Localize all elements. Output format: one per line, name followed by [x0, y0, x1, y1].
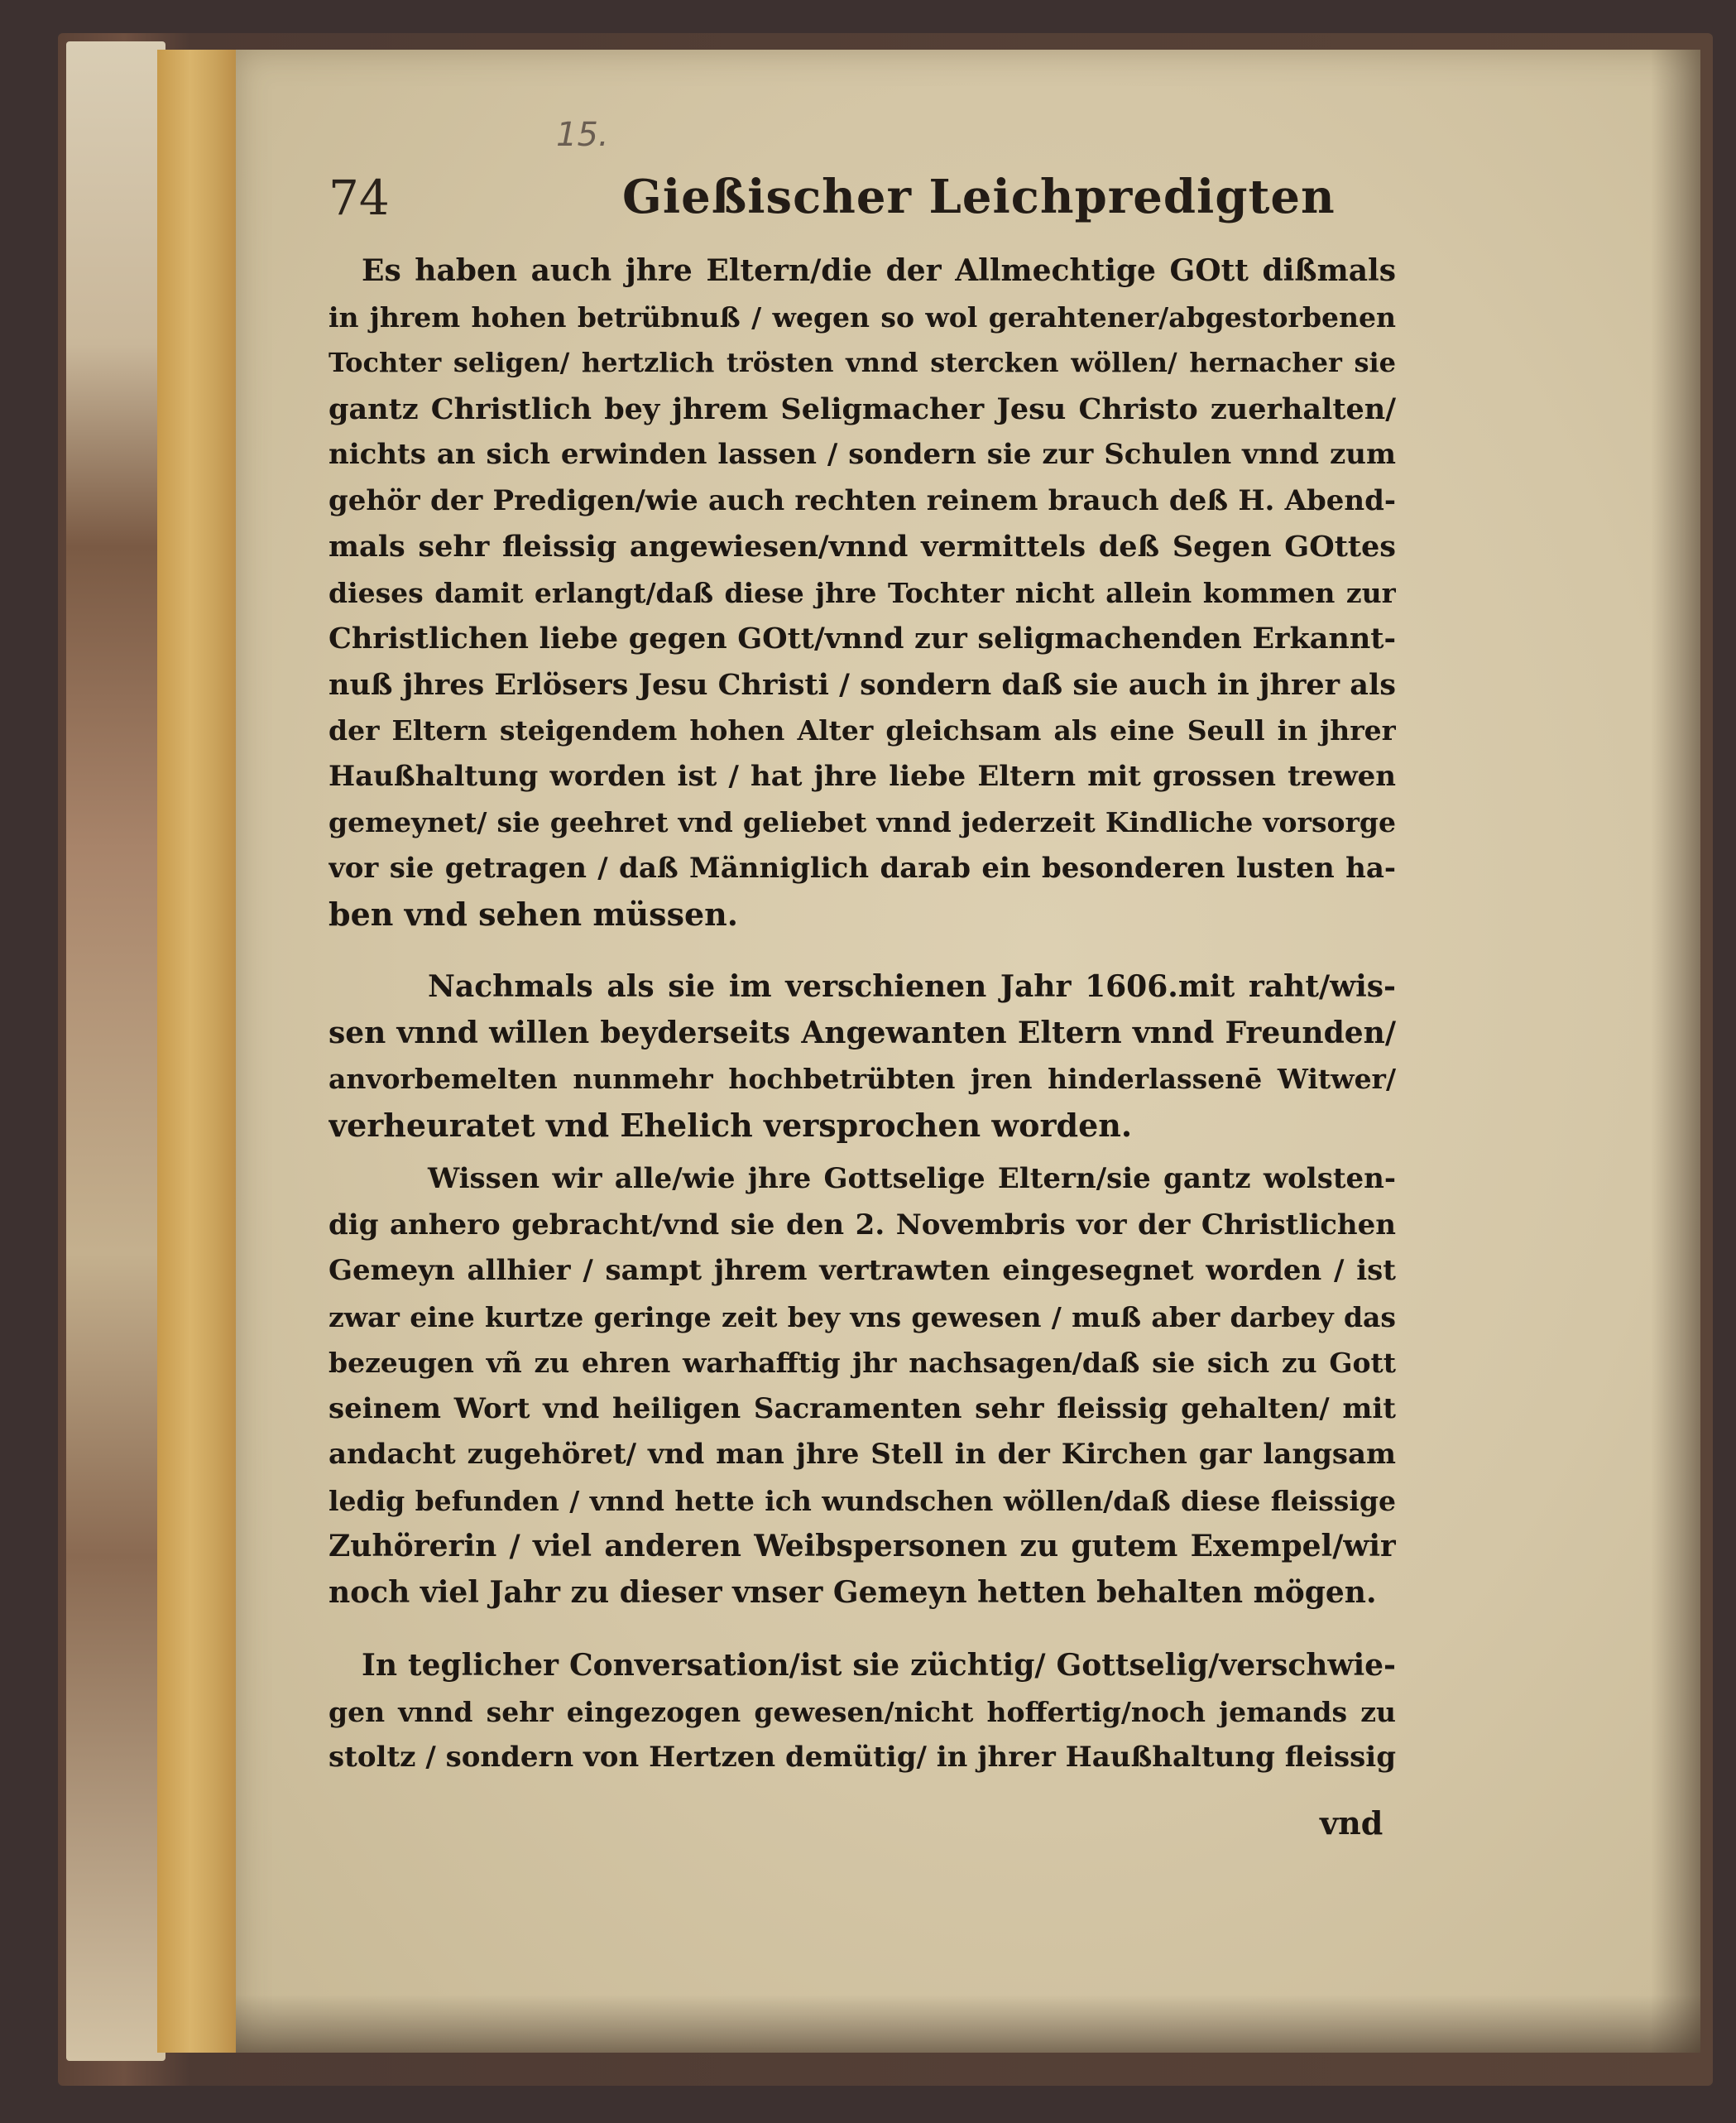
- paragraph-1: [328, 248, 1396, 938]
- text-line: stoltz / sondern von Hertzen demütig/ in jhrer Haußhaltung fleissig: [328, 1741, 1396, 1774]
- text-line: gen vnnd sehr eingezogen gewesen/nicht hoffertig/noch jemands zu: [328, 1695, 1396, 1728]
- text-line: gemeynet/ sie geehret vnd geliebet vnnd jederzeit Kindliche vorsorge: [328, 806, 1396, 838]
- text-line: bezeugen vñ zu ehren warhafftig jhr nachsagen/daß sie sich zu Gott: [328, 1347, 1396, 1379]
- marbled-cover-edge: [66, 41, 165, 2061]
- text-line: gantz Christlich bey jhrem Seligmacher Jesu Christo zuerhalten/: [328, 391, 1396, 426]
- page-bottom-shadow: [236, 1995, 1700, 2053]
- text-line: anvorbemelten nunmehr hochbetrübten jren hinderlassenē Witwer/: [328, 1063, 1396, 1095]
- text-line: Wissen wir alle/wie jhre Gottselige Eltern/sie gantz wolsten-: [428, 1162, 1396, 1195]
- text-line: verheuratet vnd Ehelich versprochen worden.: [328, 1106, 1133, 1144]
- running-head: Gießischer Leichpredigten: [622, 170, 1336, 224]
- text-line: dig anhero gebracht/vnd sie den 2. Novembris vor der Christlichen: [328, 1208, 1396, 1242]
- text-line: vor sie getragen / daß Männiglich darab ein besonderen lusten ha-: [328, 851, 1396, 885]
- text-line: dieses damit erlangt/daß diese jhre Tochter nicht allein kommen zur: [328, 576, 1396, 609]
- text-line: nuß jhres Erlösers Jesu Christi / sondern daß sie auch in jhrer als: [328, 667, 1396, 702]
- text-line: ben vnd sehen müssen.: [328, 896, 739, 933]
- pencil-annotation: 15.: [556, 116, 609, 154]
- text-line: gehör der Predigen/wie auch rechten reinem brauch deß H. Abend-: [328, 483, 1396, 517]
- page-gutter-shadow: [1651, 50, 1700, 2053]
- text-line: Gemeyn allhier / sampt jhrem vertrawten eingesegnet worden / ist: [328, 1254, 1396, 1287]
- text-line: Haußhaltung worden ist / hat jhre liebe Eltern mit grossen trewen: [328, 759, 1396, 793]
- text-line: Es haben auch jhre Eltern/die der Allmechtige GOtt dißmals: [362, 253, 1396, 288]
- text-line: In teglicher Conversation/ist sie züchtig/ Gottselig/verschwie-: [362, 1648, 1396, 1683]
- text-line: andacht zugehöret/ vnd man jhre Stell in der Kirchen gar langsam: [328, 1438, 1396, 1471]
- text-line: nichts an sich erwinden lassen / sondern sie zur Schulen vnnd zum: [328, 438, 1396, 471]
- text-line: Nachmals als sie im verschienen Jahr 1606.mit raht/wis-: [428, 969, 1396, 1004]
- page-number: 74: [328, 170, 390, 226]
- text-line: mals sehr fleissig angewiesen/vnnd vermittels deß Segen GOttes: [328, 530, 1396, 564]
- paragraph-4: [328, 1643, 1396, 1781]
- text-line: in jhrem hohen betrübnuß / wegen so wol gerahtener/abgestorbenen: [328, 300, 1396, 334]
- text-line: seinem Wort vnd heiligen Sacramenten sehr fleissig gehalten/ mit: [328, 1391, 1396, 1425]
- paragraph-2: [328, 964, 1396, 1148]
- page-fore-edge: [157, 50, 240, 2053]
- text-line: Tochter seligen/ hertzlich trösten vnnd stercken wöllen/ hernacher sie: [328, 347, 1396, 378]
- text-line: der Eltern steigendem hohen Alter gleichsam als eine Seull in jhrer: [328, 714, 1396, 747]
- text-line: sen vnnd willen beyderseits Angewanten Eltern vnnd Freunden/: [328, 1015, 1396, 1050]
- text-line: Christlichen liebe gegen GOtt/vnnd zur seligmachenden Erkannt-: [328, 622, 1396, 656]
- text-line: noch viel Jahr zu dieser vnser Gemeyn hetten behalten mögen.: [328, 1574, 1377, 1610]
- text-line: ledig befunden / vnnd hette ich wundschen wöllen/daß diese fleissige: [328, 1484, 1396, 1517]
- page-header: [328, 170, 1396, 236]
- text-line: zwar eine kurtze geringe zeit bey vns gewesen / muß aber darbey das: [328, 1300, 1396, 1333]
- paragraph-3: [328, 1156, 1396, 1616]
- catchword: vnd: [1320, 1804, 1384, 1842]
- text-line: Zuhörerin / viel anderen Weibspersonen zu gutem Exempel/wir: [328, 1529, 1396, 1563]
